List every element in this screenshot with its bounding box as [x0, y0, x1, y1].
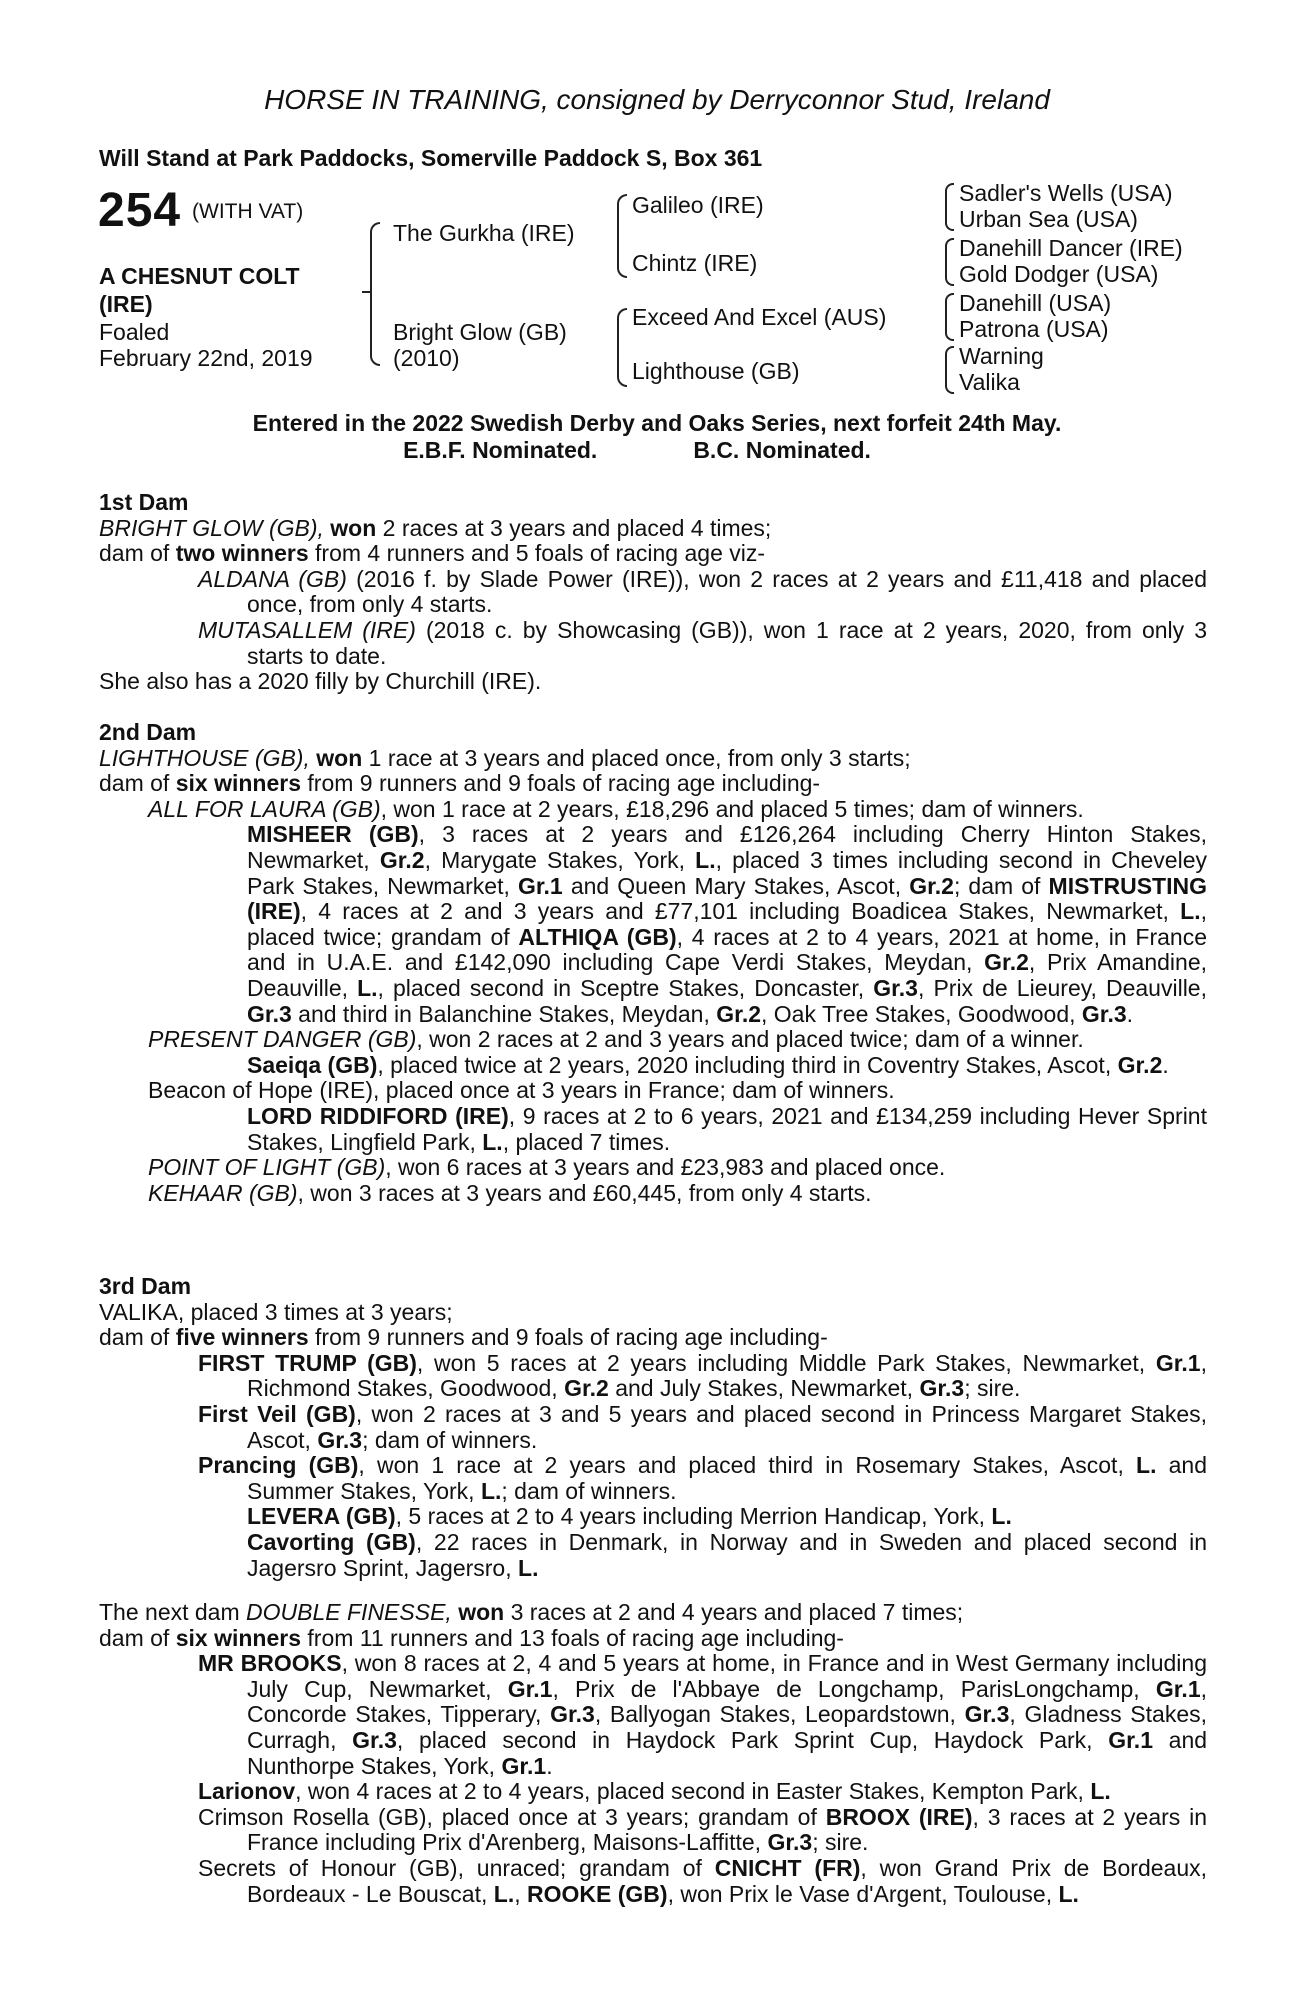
produce-cavorting — [99, 1530, 1207, 1581]
text: . — [1162, 1051, 1169, 1078]
produce-record: (2018 c. by Showcasing (GB)), won 1 race at 2 years, 2020, from only 3 starts to date. — [247, 616, 1207, 669]
produce-record: (2016 f. by Slade Power (IRE)), won 2 races at 2 years and £11,418 and placed once, from only 4 starts. — [247, 565, 1208, 618]
third-dam-section — [99, 1274, 1207, 1581]
text: , 3 races at 2 years and £126,264 including Cherry Hinton Stakes, Newmarket, — [247, 821, 1207, 873]
grade: Gr.3 — [247, 1000, 292, 1027]
text: , Richmond Stakes, Goodwood, — [247, 1349, 1207, 1402]
produce-record: , won 6 races at 3 years and £23,983 and placed once. — [385, 1154, 946, 1181]
produce-kehaar — [99, 1181, 1207, 1207]
text: The next dam — [99, 1599, 240, 1625]
produce-prancing — [99, 1453, 1207, 1504]
text: , won Prix le Vase d'Argent, Toulouse, — [667, 1880, 1053, 1907]
lot-number: 254 — [98, 184, 182, 237]
produce-lord-riddiford — [99, 1104, 1207, 1155]
produce-record: , placed twice at 2 years, 2020 including third in Coventry Stakes, Ascot, — [377, 1051, 1112, 1078]
produce-record: , won 2 races at 2 and 3 years and placed twice; dam of a winner. — [416, 1026, 1084, 1053]
text: ; sire. — [812, 1829, 869, 1856]
produce-record: , won 3 races at 3 years and £60,445, from only 4 starts. — [297, 1179, 872, 1206]
text: dam of — [99, 540, 170, 567]
text: , won 5 races at 2 years including Middle Park Stakes, Newmarket, — [416, 1349, 1146, 1376]
pedigree-bracket-dam — [617, 308, 627, 387]
text: Secrets of Honour (GB), unraced; grandam of — [198, 1854, 702, 1881]
produce-name: Cavorting (GB) — [247, 1528, 416, 1555]
grade: Gr.1 — [501, 1752, 547, 1779]
produce-name: Prancing (GB) — [198, 1452, 359, 1479]
produce-all-for-laura — [99, 797, 1207, 823]
grade: Gr.3 — [550, 1701, 595, 1728]
grade: L. — [482, 1128, 503, 1155]
text: , 22 races in Denmark, in Norway and in Sweden and placed second in Jagersro Sprint, Jagersro, — [247, 1528, 1207, 1581]
grade: Gr.3 — [317, 1426, 363, 1453]
pedigree-dam-year: (2010) — [393, 345, 460, 371]
grade: Gr.3 — [1081, 1000, 1127, 1027]
grade: Gr.2 — [716, 1000, 762, 1027]
text: , — [514, 1880, 521, 1907]
grade: Gr.2 — [1117, 1051, 1163, 1078]
text: from 4 runners and 5 foals of racing age viz- — [315, 540, 766, 567]
produce-levera — [99, 1504, 1207, 1530]
grade: L. — [991, 1503, 1012, 1530]
pedigree-bracket-g3c — [945, 293, 954, 341]
winners-count: six winners — [175, 770, 301, 797]
text: , 5 races at 2 to 4 years including Merrion Handicap, York, — [395, 1503, 986, 1530]
grade: L. — [1136, 1452, 1157, 1479]
produce-point-of-light — [99, 1155, 1207, 1181]
text: ; dam of winners. — [501, 1477, 677, 1504]
text: , Marygate Stakes, York, — [424, 846, 686, 873]
pedigree-g4-5: Danehill (USA) — [959, 290, 1112, 316]
text: dam of — [99, 770, 170, 797]
pedigree-dam: Bright Glow (GB) — [393, 319, 567, 345]
text: from 9 runners and 9 foals of racing age including- — [315, 1324, 828, 1351]
text: , 4 races at 2 and 3 years and £77,101 including Boadicea Stakes, Newmarket, — [300, 898, 1169, 925]
produce-aldana — [99, 567, 1207, 618]
page-header: HORSE IN TRAINING, consigned by Derryconnor Stud, Ireland — [264, 84, 1050, 115]
pedigree-sire: The Gurkha (IRE) — [393, 220, 575, 246]
grade: Gr.2 — [379, 846, 425, 873]
produce-name: Saeiqa (GB) — [247, 1051, 378, 1078]
produce-name: ALL FOR LAURA (GB) — [148, 795, 381, 822]
text: from 11 runners and 13 foals of racing age including- — [307, 1624, 844, 1651]
dam-record: 3 races at 2 and 4 years and placed 7 times; — [510, 1599, 964, 1625]
produce-name: CNICHT (FR) — [714, 1854, 861, 1881]
produce-name: ROOKE (GB) — [527, 1880, 668, 1907]
produce-name: FIRST TRUMP (GB) — [198, 1349, 417, 1376]
produce-name: BROOX (IRE) — [825, 1803, 973, 1830]
grade: L. — [493, 1880, 515, 1907]
first-dam-intro — [99, 516, 1207, 542]
pedigree-bracket-tick — [362, 291, 372, 293]
produce-name: ALTHIQA (GB) — [518, 923, 677, 950]
grade: L. — [357, 974, 378, 1001]
grade: Gr.3 — [964, 1701, 1010, 1728]
text: , won 8 races at 2, 4 and 5 years at home, in France and in West Germany including July Cup, Newmarket, — [247, 1650, 1207, 1702]
grade: L. — [518, 1554, 539, 1581]
produce-name: LEVERA (GB) — [247, 1503, 396, 1530]
produce-name: MR BROOKS — [198, 1650, 342, 1677]
pedigree-bracket-g3a — [945, 183, 954, 231]
produce-saeiqa — [99, 1053, 1207, 1079]
produce-larionov — [99, 1779, 1207, 1805]
produce-crimson-rosella — [99, 1805, 1207, 1856]
pedigree-g4-7: Warning — [959, 343, 1044, 369]
text: , 4 races at 2 to 4 years, 2021 at home, in France and in U.A.E. and £142,090 including Cape Verdi Stakes, Meydan, — [247, 923, 1207, 976]
produce-name: First Veil (GB) — [198, 1400, 356, 1427]
dam-name: BRIGHT GLOW (GB), — [99, 514, 324, 541]
grade: L. — [1058, 1880, 1079, 1907]
won-label: won — [458, 1599, 505, 1625]
stable-location: Will Stand at Park Paddocks, Somerville Paddock S, Box 361 — [99, 145, 763, 171]
text: . — [1126, 1000, 1134, 1027]
produce-name: ALDANA (GB) — [198, 565, 347, 592]
text: , won 2 races at 3 and 5 years and placed second in Princess Margaret Stakes, Ascot, — [247, 1400, 1207, 1453]
winners-count: five winners — [175, 1324, 309, 1351]
produce-secrets-of-honour — [99, 1856, 1207, 1907]
next-dam-intro — [99, 1600, 1207, 1626]
grade: L. — [480, 1477, 502, 1504]
text: , placed twice; grandam of — [247, 898, 1208, 950]
foaled-label: Foaled — [99, 319, 170, 345]
produce-mutasallem — [99, 618, 1207, 669]
text: from 9 runners and 9 foals of racing age including- — [307, 770, 821, 797]
text: , Prix Amandine, Deauville, — [247, 949, 1208, 1001]
produce-misheer — [99, 822, 1207, 1027]
produce-name: MISTRUSTING (IRE) — [247, 872, 1207, 925]
text: , won Grand Prix de Bordeaux, Bordeaux - Le Bouscat, — [247, 1854, 1208, 1907]
third-dam-produce-summary — [99, 1325, 1207, 1351]
next-dam-produce-summary — [99, 1626, 1207, 1652]
produce-name: MISHEER (GB) — [247, 821, 419, 848]
text: , 3 races at 2 years in France including Prix d'Arenberg, Maisons-Laffitte, — [247, 1803, 1207, 1856]
text: , placed 3 times including second in Cheveley Park Stakes, Newmarket, — [247, 846, 1207, 899]
grade: L. — [1090, 1778, 1111, 1805]
pedigree-g4-2: Urban Sea (USA) — [959, 206, 1138, 232]
bc-nomination: B.C. Nominated. — [693, 437, 871, 463]
grade: Gr.1 — [1155, 1349, 1201, 1376]
produce-present-danger — [99, 1027, 1207, 1053]
pedigree-g4-6: Patrona (USA) — [959, 316, 1109, 342]
nominations-line — [0, 437, 1314, 464]
text: , won 4 races at 2 to 4 years, placed second in Easter Stakes, Kempton Park, — [295, 1778, 1084, 1805]
first-dam-produce-summary — [99, 541, 1207, 567]
grade: Gr.1 — [1108, 1726, 1153, 1753]
second-dam-intro — [99, 746, 1207, 772]
pedigree-bracket-gen1 — [370, 222, 380, 366]
text: and Summer Stakes, York, — [247, 1452, 1208, 1504]
foaled-date: February 22nd, 2019 — [99, 345, 313, 371]
produce-name: KEHAAR (GB) — [148, 1179, 298, 1206]
ebf-nomination: E.B.F. Nominated. — [403, 437, 598, 463]
pedigree-bracket-sire — [617, 194, 627, 278]
first-dam-note: She also has a 2020 filly by Churchill (IRE). — [99, 668, 542, 695]
grade: Gr.3 — [352, 1726, 397, 1753]
first-dam-section — [99, 490, 1207, 695]
produce-record: , 9 races at 2 to 6 years, 2021 and £134,259 including Hever Sprint Stakes, Lingfield Park, — [247, 1102, 1207, 1155]
text: , placed second in Sceptre Stakes, Doncaster, — [377, 974, 865, 1001]
text: dam of — [99, 1324, 170, 1351]
pedigree-bracket-g3d — [945, 346, 954, 394]
grade: Gr.3 — [873, 974, 918, 1001]
grade: Gr.1 — [507, 1675, 553, 1702]
dam-record: 1 race at 3 years and placed once, from only 3 starts; — [368, 744, 911, 771]
text: , Concorde Stakes, Tipperary, — [247, 1675, 1208, 1728]
text: and Queen Mary Stakes, Ascot, — [570, 872, 902, 899]
grade: L. — [1180, 898, 1201, 925]
dam-name: DOUBLE FINESSE, — [246, 1599, 452, 1625]
horse-origin: (IRE) — [99, 291, 153, 317]
winners-count: two winners — [175, 540, 309, 567]
grade: Gr.3 — [767, 1829, 813, 1856]
pedigree-g4-3: Danehill Dancer (IRE) — [959, 235, 1183, 261]
grade: Gr.1 — [1155, 1675, 1201, 1702]
entries-block — [0, 410, 1314, 464]
pedigree-dam-sire: Exceed And Excel (AUS) — [632, 304, 887, 330]
winners-count: six winners — [175, 1624, 301, 1651]
text: ; sire. — [964, 1375, 1021, 1402]
text: Crimson Rosella (GB), placed once at 3 years; grandam of — [198, 1803, 817, 1830]
text: , Prix de l'Abbaye de Longchamp, ParisLongchamp, — [552, 1675, 1140, 1702]
entries-line: Entered in the 2022 Swedish Derby and Oaks Series, next forfeit 24th May. — [252, 410, 1062, 436]
produce-name: LORD RIDDIFORD (IRE) — [247, 1102, 509, 1129]
won-label: won — [316, 744, 363, 771]
text: , Ballyogan Stakes, Leopardstown, — [594, 1701, 956, 1728]
grade: Gr.1 — [517, 872, 563, 899]
pedigree-sire-sire: Galileo (IRE) — [632, 192, 764, 218]
produce-first-trump — [99, 1351, 1207, 1402]
produce-name: PRESENT DANGER (GB) — [148, 1026, 417, 1053]
third-dam-title: 3rd Dam — [99, 1273, 192, 1299]
text: , placed second in Haydock Park Sprint Cup, Haydock Park, — [396, 1726, 1093, 1753]
text: , Oak Tree Stakes, Goodwood, — [761, 1000, 1076, 1027]
next-dam-section — [99, 1600, 1207, 1907]
pedigree-g4-4: Gold Dodger (USA) — [959, 261, 1159, 287]
produce-name: POINT OF LIGHT (GB) — [148, 1154, 386, 1181]
first-dam-title: 1st Dam — [99, 489, 189, 515]
won-label: won — [330, 514, 377, 541]
grade: Gr.2 — [564, 1375, 609, 1402]
pedigree-bracket-g3b — [945, 238, 954, 286]
produce-mr-brooks — [99, 1651, 1207, 1779]
produce-beacon-of-hope: Beacon of Hope (IRE), placed once at 3 years in France; dam of winners. — [148, 1077, 895, 1104]
grade: Gr.3 — [919, 1375, 965, 1402]
produce-name: MUTASALLEM (IRE) — [198, 616, 416, 643]
produce-name: Larionov — [198, 1778, 296, 1805]
produce-first-veil — [99, 1402, 1207, 1453]
text: and third in Balanchine Stakes, Meydan, — [298, 1000, 710, 1027]
grade: L. — [695, 846, 716, 873]
text: dam of — [99, 1624, 170, 1651]
second-dam-title: 2nd Dam — [99, 719, 197, 745]
pedigree-dam-dam: Lighthouse (GB) — [632, 358, 800, 384]
grade: Gr.2 — [909, 872, 954, 899]
text: , won 1 race at 2 years and placed third in Rosemary Stakes, Ascot, — [358, 1452, 1124, 1479]
text: , Gladness Stakes, Curragh, — [247, 1701, 1208, 1753]
text: ; dam of winners. — [362, 1426, 538, 1453]
second-dam-section — [99, 720, 1207, 1206]
pedigree-sire-dam: Chintz (IRE) — [632, 250, 758, 276]
text: , Prix de Lieurey, Deauville, — [917, 974, 1207, 1001]
produce-record: , won 1 race at 2 years, £18,296 and placed 5 times; dam of winners. — [380, 795, 1084, 822]
pedigree-g4-1: Sadler's Wells (USA) — [959, 180, 1173, 206]
pedigree-g4-8: Valika — [959, 369, 1020, 395]
grade: Gr.2 — [984, 949, 1029, 976]
text: . — [546, 1752, 553, 1779]
text: ; dam of — [953, 872, 1041, 899]
dam-record: 2 races at 3 years and placed 4 times; — [382, 514, 772, 541]
second-dam-produce-summary — [99, 771, 1207, 797]
dam-name: LIGHTHOUSE (GB), — [99, 744, 310, 771]
text: and Nunthorpe Stakes, York, — [247, 1726, 1208, 1779]
horse-description: A CHESNUT COLT — [99, 263, 300, 289]
third-dam-intro: VALIKA, placed 3 times at 3 years; — [99, 1298, 453, 1325]
text: , placed 7 times. — [502, 1128, 671, 1155]
vat-note: (WITH VAT) — [192, 200, 304, 223]
text: and July Stakes, Newmarket, — [615, 1375, 914, 1402]
